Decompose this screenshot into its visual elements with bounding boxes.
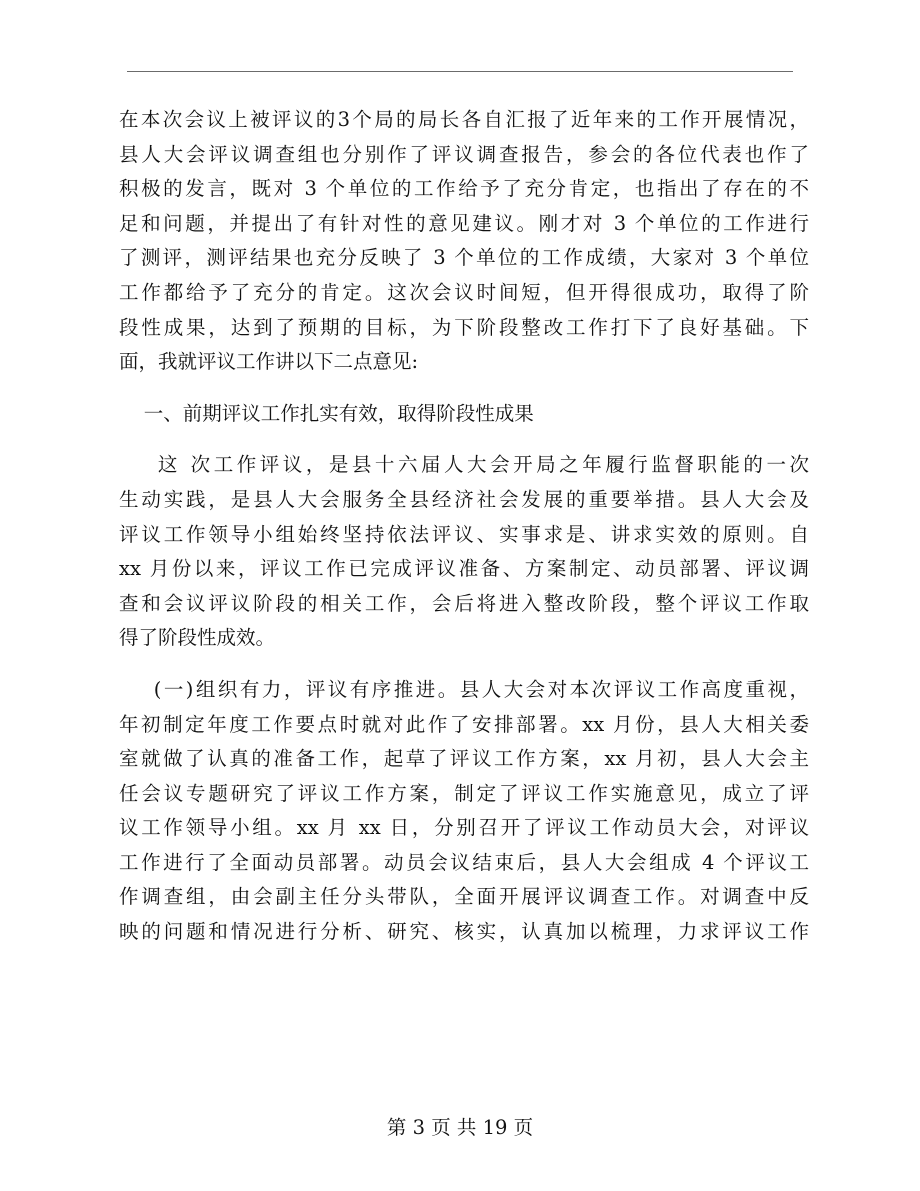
text-line: xx 月份以来，评议工作已完成评议准备、方案制定、动员部署、评议调 (119, 557, 809, 581)
heading-line: 一、前期评议工作扎实有效，取得阶段性成果 (119, 401, 534, 425)
section-heading (119, 397, 809, 432)
text-line: 生动实践，是县人大会服务全县经济社会发展的重要举措。县人大会及 (119, 487, 809, 511)
text-line: 评议工作领导小组始终坚持依法评议、实事求是、讲求实效的原则。自 (119, 522, 809, 546)
text-line: 工作都给予了充分的肯定。这次会议时间短，但开得很成功，取得了阶 (119, 280, 809, 304)
paragraph-2 (119, 448, 809, 656)
text-line: 年初制定年度工作要点时就对此作了安排部署。xx 月份，县人大相关委 (119, 712, 809, 736)
paragraph-gap (119, 380, 809, 397)
text-line: 县人大会评议调查组也分别作了评议调查报告，参会的各位代表也作了 (119, 142, 809, 166)
text-line: 积极的发言，既对 3 个单位的工作给予了充分肯定，也指出了存在的不 (119, 177, 809, 201)
paragraph-1 (119, 103, 809, 380)
text-line: (一)组织有力，评议有序推进。县人大会对本次评议工作高度重视， (119, 677, 809, 701)
text-line: 面，我就评议工作讲以下二点意见: (119, 350, 419, 374)
paragraph-gap (119, 656, 809, 673)
text-line: 得了阶段性成效。 (119, 626, 276, 650)
paragraph-3 (119, 673, 809, 950)
paragraph-gap (119, 431, 809, 448)
page-number-footer: 第 3 页 共 19 页 (386, 1116, 534, 1139)
text-line: 段性成果，达到了预期的目标，为下阶段整改工作打下了良好基础。下 (119, 315, 809, 339)
text-line: 室就做了认真的准备工作，起草了评议工作方案，xx 月初，县人大会主 (119, 747, 809, 771)
text-line: 查和会议评议阶段的相关工作，会后将进入整改阶段，整个评议工作取 (119, 591, 809, 615)
text-line: 这 次工作评议，是县十六届人大会开局之年履行监督职能的一次 (119, 453, 809, 477)
text-line: 任会议专题研究了评议工作方案，制定了评议工作实施意见，成立了评 (119, 781, 809, 805)
text-line: 议工作领导小组。xx 月 xx 日，分别召开了评议工作动员大会，对评议 (119, 816, 809, 840)
text-line: 足和问题，并提出了有针对性的意见建议。刚才对 3 个单位的工作进行 (119, 211, 809, 235)
text-line: 工作进行了全面动员部署。动员会议结束后，县人大会组成 4 个评议工 (119, 850, 809, 874)
header-rule (127, 71, 793, 72)
text-line: 在本次会议上被评议的3个局的局长各自汇报了近年来的工作开展情况， (119, 108, 809, 131)
text-line: 作调查组，由会副主任分头带队，全面开展评议调查工作。对调查中反 (119, 885, 809, 909)
text-line: 了测评，测评结果也充分反映了 3 个单位的工作成绩，大家对 3 个单位 (119, 246, 809, 270)
body-text (119, 103, 809, 950)
text-line: 映的问题和情况进行分析、研究、核实，认真加以梳理，力求评议工作 (119, 920, 809, 944)
